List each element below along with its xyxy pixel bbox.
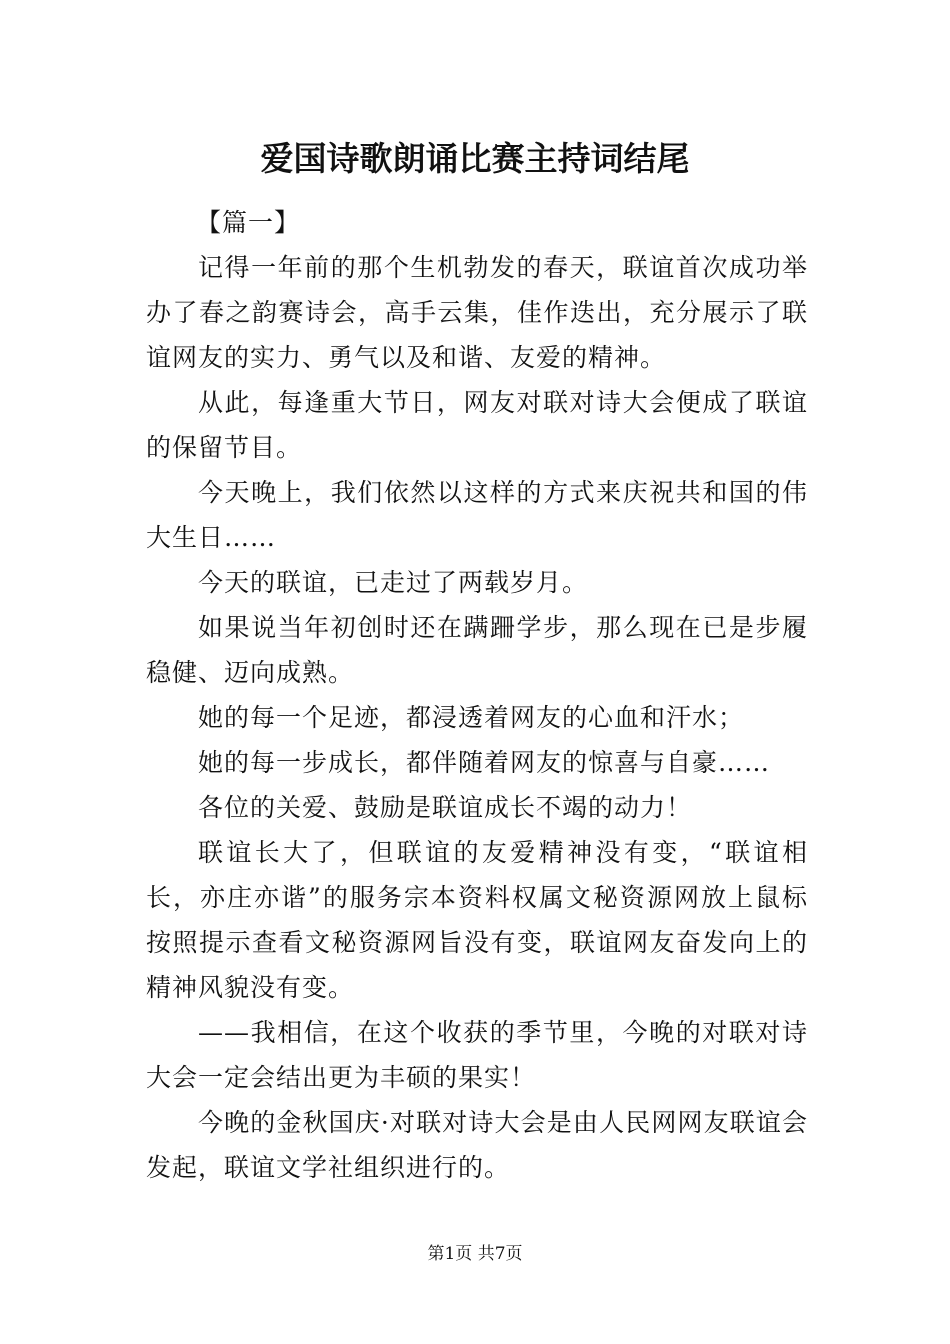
- paragraph: 各位的关爱、鼓励是联谊成长不竭的动力！: [198, 793, 693, 822]
- paragraph: 今天的联谊，已走过了两载岁月。: [198, 568, 589, 597]
- paragraph: 她的每一步成长，都伴随着网友的惊喜与自豪……: [198, 748, 771, 777]
- page-number-footer: 第1页 共7页: [427, 1244, 523, 1264]
- paragraph: ——我相信，在这个收获的季节里，今晚的对联对诗大会一定会结出更为丰硕的果实！: [146, 1018, 808, 1092]
- paragraph: 从此，每逢重大节日，网友对联对诗大会便成了联谊的保留节目。: [146, 388, 808, 462]
- paragraph: 今天晚上，我们依然以这样的方式来庆祝共和国的伟大生日……: [146, 478, 808, 552]
- paragraph: 记得一年前的那个生机勃发的春天，联谊首次成功举办了春之韵赛诗会，高手云集，佳作迭出，充分展示了联谊网友的实力、勇气以及和谐、友爱的精神。: [146, 253, 808, 372]
- paragraph: 她的每一个足迹，都浸透着网友的心血和汗水；: [198, 703, 745, 732]
- section-heading: 【篇一】: [196, 208, 301, 237]
- paragraph: 今晚的金秋国庆·对联对诗大会是由人民网网友联谊会发起，联谊文学社组织进行的。: [146, 1108, 808, 1182]
- paragraph: 如果说当年初创时还在蹒跚学步，那么现在已是步履稳健、迈向成熟。: [146, 613, 808, 687]
- document-title: 爱国诗歌朗诵比赛主持词结尾: [260, 139, 690, 178]
- document-body: [146, 200, 808, 1190]
- paragraph: 联谊长大了，但联谊的友爱精神没有变，“联谊相长，亦庄亦谐”的服务宗本资料权属文秘资源网放上鼠标按照提示查看文秘资源网旨没有变，联谊网友奋发向上的精神风貌没有变。: [146, 838, 808, 1002]
